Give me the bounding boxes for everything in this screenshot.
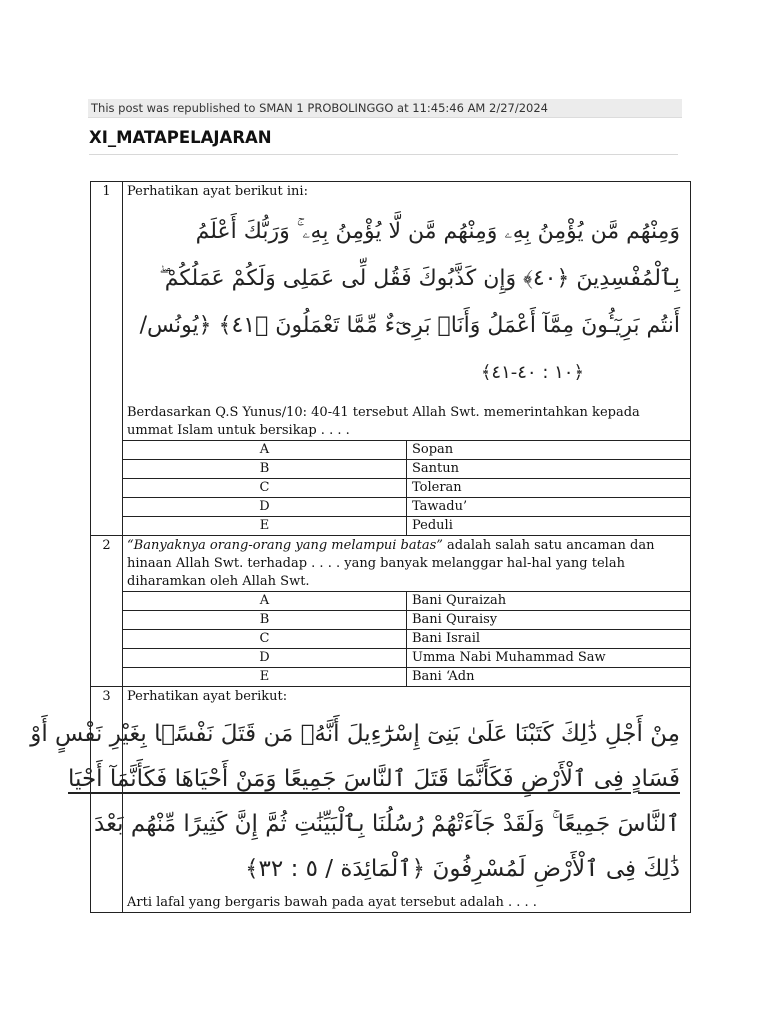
option-letter: D [123,649,407,668]
option-letter: E [123,668,407,687]
option-text: Umma Nabi Muhammad Saw [407,649,691,668]
option-row[interactable] [91,441,691,460]
question-row-2 [91,536,691,592]
option-text: Peduli [407,517,691,536]
question-table [30,181,691,913]
option-letter: B [123,460,407,479]
option-row[interactable] [91,649,691,668]
arabic-line: بِٱلْمُفْسِدِينَ ﴿٤٠﴾ وَإِن كَذَّبُوكَ فَقُل لِّى عَمَلِى وَلَكُمْ عَمَلُكُمْ ۖ [159,266,680,291]
option-letter: C [123,479,407,498]
question-body-3 [30,687,691,913]
option-letter: E [123,517,407,536]
option-letter: D [123,498,407,517]
question-row-3 [91,687,691,913]
question-number-1: 1 [91,182,123,536]
question-number-3: 3 [91,687,123,913]
option-row[interactable] [91,630,691,649]
option-letter: B [123,611,407,630]
option-text: Bani ‘Adn [407,668,691,687]
page-title: XI_MATAPELAJARAN [89,128,272,147]
arabic-line: ذَٰلِكَ فِى ٱلْأَرْضِ لَمُسْرِفُونَ ﴿ٱلْمَائِدَة / ٥ : ٣٢﴾ [245,856,680,882]
option-row[interactable] [91,517,691,536]
verse-reference: ﴿١٠ : ٤٠-٤١﴾ [480,362,584,383]
question-prompt-2: adalah salah satu ancaman dan hinaan Allah Swt. terhadap . . . . yang banyak melanggar hal-hal yang telah diharamkan oleh Allah Swt. [127,538,655,589]
question-prompt-3: Arti lafal yang bergaris bawah pada ayat tersebut adalah . . . . [127,895,537,910]
option-text: Tawadu’ [407,498,691,517]
arabic-line: مِنْ أَجْلِ ذَٰلِكَ كَتَبْنَا عَلَىٰ بَنِىٓ إِسْرَٰٓءِيلَ أَنَّهُۥ مَن قَتَلَ نَفْسًۢا بِغَيْرِ نَفْسٍ أَوْ [30,721,680,747]
option-row[interactable] [91,592,691,611]
arabic-line: أَنتُم بَرِيٓـُٔونَ مِمَّآ أَعْمَلُ وَأَنَا۠ بَرِىٓءٌ مِّمَّا تَعْمَلُونَ ﴿٤١﴾ ﴿يُونُس/ [139,313,680,338]
option-row[interactable] [91,498,691,517]
option-row[interactable] [91,668,691,687]
question-body-1 [123,182,691,441]
republish-notice: This post was republished to SMAN 1 PROBOLINGGO at 11:45:46 AM 2/27/2024 [88,99,682,118]
arabic-verse-1 [127,207,686,398]
arabic-line-underlined: فَسَادٍ فِى ٱلْأَرْضِ فَكَأَنَّمَا قَتَلَ ٱلنَّاسَ جَمِيعًا وَمَنْ أَحْيَاهَا فَكَأَنَّمَآ أَحْيَا [68,766,680,792]
option-letter: A [123,441,407,460]
arabic-line: وَمِنْهُم مَّن يُؤْمِنُ بِهِۦ وَمِنْهُم مَّن لَّا يُؤْمِنُ بِهِۦ ۚ وَرَبُّكَ أَعْلَمُ [195,219,680,244]
question-body-2 [123,536,691,592]
arabic-verse-3 [30,710,686,890]
question-intro-3: Perhatikan ayat berikut: [127,689,288,704]
option-text: Bani Quraisy [407,611,691,630]
option-text: Bani Quraizah [407,592,691,611]
arabic-line: ٱلنَّاسَ جَمِيعًا ۚ وَلَقَدْ جَآءَتْهُمْ رُسُلُنَا بِٱلْبَيِّنَٰتِ ثُمَّ إِنَّ كَثِيرًا مِّنْهُم بَعْدَ [94,811,680,837]
option-text: Sopan [407,441,691,460]
title-divider [89,154,678,155]
question-number-2: 2 [91,536,123,687]
option-row[interactable] [91,611,691,630]
option-text: Toleran [407,479,691,498]
option-row[interactable] [91,460,691,479]
option-letter: C [123,630,407,649]
question-quote-2: “Banyaknya orang-orang yang melampui batas” [127,538,443,553]
question-intro-1: Perhatikan ayat berikut ini: [127,184,308,199]
option-text: Santun [407,460,691,479]
question-row-1 [91,182,691,441]
option-row[interactable] [91,479,691,498]
option-letter: A [123,592,407,611]
question-prompt-1: Berdasarkan Q.S Yunus/10: 40-41 tersebut Allah Swt. memerintahkan kepada ummat Islam untuk bersikap . . . . [127,405,640,438]
option-text: Bani Israil [407,630,691,649]
